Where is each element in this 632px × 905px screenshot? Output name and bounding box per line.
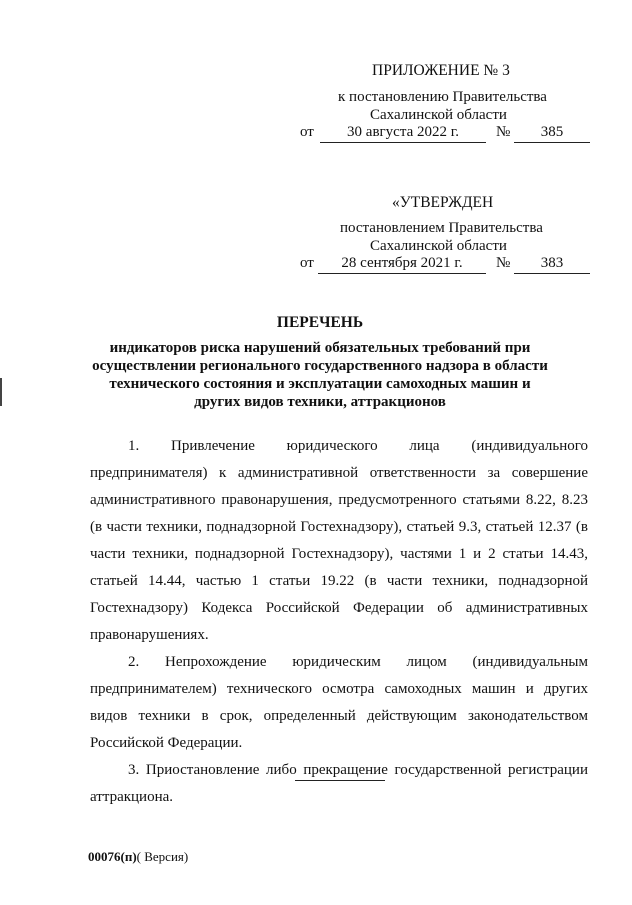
approved-reference-row	[300, 255, 592, 275]
list-item-3: 3. Приостановление либо прекращение государственной регистрации аттракциона.	[90, 762, 588, 805]
appendix-title: ПРИЛОЖЕНИЕ № 3	[372, 62, 510, 79]
footer-version: ( Версия)	[136, 849, 189, 864]
approved-title: «УТВЕРЖДЕН	[392, 194, 494, 211]
appendix-number: 385	[514, 124, 590, 143]
end-divider	[295, 780, 385, 781]
approved-date: 28 сентября 2021 г.	[318, 255, 486, 274]
appendix-number-label: №	[496, 124, 511, 140]
approved-line1: постановлением Правительства	[340, 220, 543, 236]
list-title: ПЕРЕЧЕНЬ	[276, 314, 364, 331]
approved-from-label: от	[300, 255, 314, 271]
footer-code: 00076(п)	[88, 849, 137, 864]
appendix-date: 30 августа 2022 г.	[320, 124, 486, 143]
appendix-line1: к постановлению Правительства	[338, 89, 547, 105]
appendix-line2: Сахалинской области	[370, 107, 507, 123]
list-item-1: 1. Привлечение юридического лица (индивидуального предпринимателя) к административной ответственности за совершение административного правонарушения, предусмотренного статьями 8.22, 8.23 (в части техники, поднадзорной Гостехнадзору), статьей 9.3, статьей 12.37 (в части техники, поднадзорной Гостехнадзору), частями 1 и 2 статьи 14.43, статьей 14.44, частью 1 статьи 19.22 (в части техники, поднадзорной Гостехнадзору) Кодекса Российской Федерации об административных правонарушениях.	[90, 438, 588, 643]
appendix-from-label: от	[300, 124, 314, 140]
approved-number-label: №	[496, 255, 511, 271]
appendix-reference-row	[300, 124, 592, 144]
approved-number: 383	[514, 255, 590, 274]
list-items	[90, 433, 588, 811]
scan-edge-mark	[0, 378, 2, 406]
footer	[88, 849, 188, 865]
list-item-2: 2. Непрохождение юридическим лицом (индивидуальным предпринимателем) технического осмотра самоходных машин и других видов техники в срок, определенный действующим законодательством Российской Федерации.	[90, 654, 588, 751]
list-subtitle: индикаторов риска нарушений обязательных требований при осуществлении регионального государственного надзора в области технического состояния и эксплуатации самоходных машин и других видов техники, аттракционов	[92, 340, 548, 410]
approved-line2: Сахалинской области	[370, 238, 507, 254]
